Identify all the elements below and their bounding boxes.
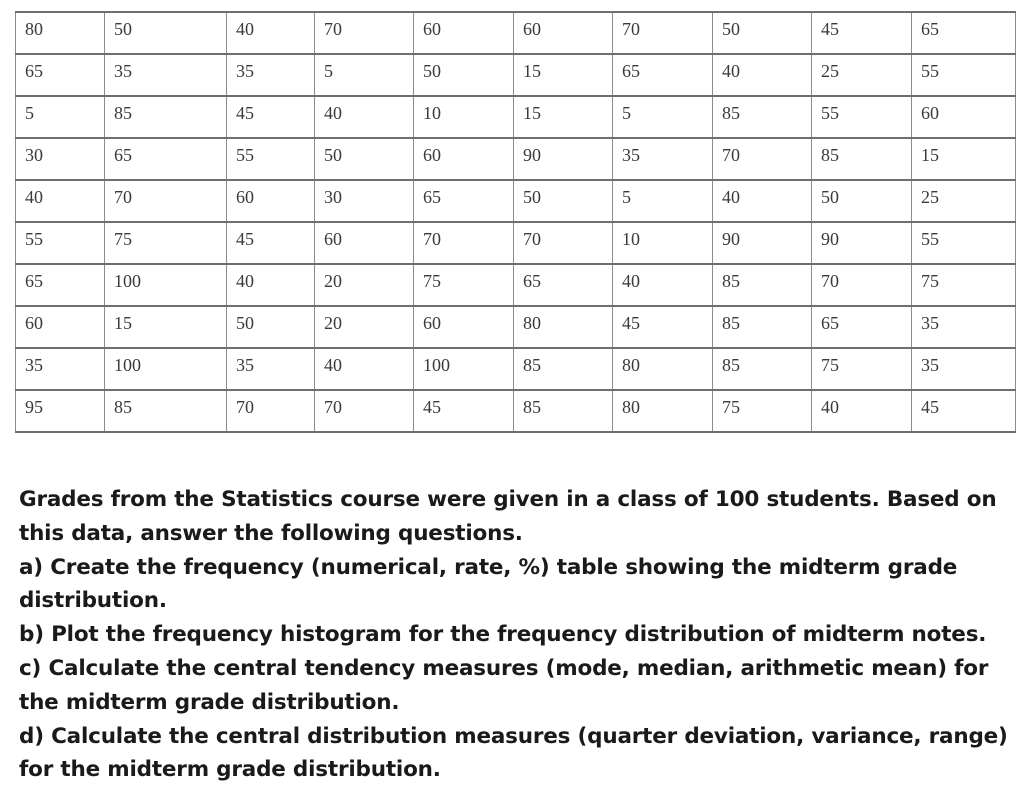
- table-cell: 95: [16, 390, 105, 432]
- table-cell: 65: [514, 264, 613, 306]
- table-cell: 30: [16, 138, 105, 180]
- table-cell: 35: [105, 54, 227, 96]
- table-row: [16, 180, 1016, 222]
- table-row: [16, 306, 1016, 348]
- table-cell: 40: [613, 264, 713, 306]
- table-cell: 45: [227, 96, 315, 138]
- table-cell: 15: [514, 96, 613, 138]
- table-cell: 60: [414, 306, 514, 348]
- table-cell: 50: [812, 180, 912, 222]
- table-cell: 85: [713, 96, 812, 138]
- table-row: [16, 390, 1016, 432]
- table-cell: 50: [414, 54, 514, 96]
- table-cell: 55: [16, 222, 105, 264]
- table-cell: 5: [613, 180, 713, 222]
- table-row: [16, 54, 1016, 96]
- table-cell: 65: [16, 54, 105, 96]
- table-cell: 70: [613, 12, 713, 54]
- table-cell: 100: [414, 348, 514, 390]
- table-row: [16, 222, 1016, 264]
- table-cell: 80: [613, 348, 713, 390]
- table-cell: 75: [713, 390, 812, 432]
- table-cell: 40: [713, 180, 812, 222]
- table-cell: 30: [315, 180, 414, 222]
- table-cell: 20: [315, 264, 414, 306]
- table-cell: 35: [16, 348, 105, 390]
- table-cell: 50: [713, 12, 812, 54]
- table-cell: 65: [414, 180, 514, 222]
- table-row: [16, 138, 1016, 180]
- table-cell: 85: [514, 390, 613, 432]
- table-cell: 75: [105, 222, 227, 264]
- table-cell: 70: [414, 222, 514, 264]
- table-cell: 90: [713, 222, 812, 264]
- table-cell: 60: [514, 12, 613, 54]
- table-cell: 45: [613, 306, 713, 348]
- table-cell: 65: [16, 264, 105, 306]
- table-cell: 45: [812, 12, 912, 54]
- table-cell: 100: [105, 264, 227, 306]
- table-cell: 55: [227, 138, 315, 180]
- table-row: [16, 264, 1016, 306]
- table-cell: 50: [514, 180, 613, 222]
- table-cell: 40: [713, 54, 812, 96]
- table-cell: 55: [812, 96, 912, 138]
- table-cell: 70: [227, 390, 315, 432]
- table-cell: 70: [713, 138, 812, 180]
- table-row: [16, 96, 1016, 138]
- question-a: a) Create the frequency (numerical, rate, %) table showing the midterm grade distribution.: [19, 554, 958, 614]
- table-cell: 40: [315, 96, 414, 138]
- table-cell: 40: [227, 264, 315, 306]
- table-cell: 5: [16, 96, 105, 138]
- table-row: [16, 348, 1016, 390]
- table-cell: 55: [912, 54, 1016, 96]
- question-c: c) Calculate the central tendency measures (mode, median, arithmetic mean) for the midterm grade distribution.: [19, 655, 989, 715]
- table-cell: 85: [105, 96, 227, 138]
- table-cell: 50: [315, 138, 414, 180]
- table-cell: 90: [812, 222, 912, 264]
- table-cell: 40: [812, 390, 912, 432]
- table-cell: 60: [414, 12, 514, 54]
- table-cell: 50: [105, 12, 227, 54]
- table-cell: 35: [912, 348, 1016, 390]
- question-intro: Grades from the Statistics course were given in a class of 100 students. Based on this data, answer the following questions.: [19, 487, 997, 546]
- table-cell: 25: [912, 180, 1016, 222]
- table-cell: 85: [514, 348, 613, 390]
- table-cell: 45: [227, 222, 315, 264]
- table-cell: 70: [105, 180, 227, 222]
- table-cell: 15: [105, 306, 227, 348]
- table-cell: 60: [315, 222, 414, 264]
- question-d: d) Calculate the central distribution measures (quarter deviation, variance, range) for the midterm grade distribution.: [19, 723, 1008, 783]
- table-cell: 50: [227, 306, 315, 348]
- table-row: [16, 12, 1016, 54]
- table-cell: 25: [812, 54, 912, 96]
- table-cell: 100: [105, 348, 227, 390]
- table-cell: 85: [105, 390, 227, 432]
- table-cell: 45: [414, 390, 514, 432]
- table-cell: 85: [713, 306, 812, 348]
- table-cell: 60: [414, 138, 514, 180]
- table-cell: 70: [514, 222, 613, 264]
- table-cell: 20: [315, 306, 414, 348]
- table-cell: 85: [713, 264, 812, 306]
- table-cell: 80: [613, 390, 713, 432]
- table-cell: 40: [16, 180, 105, 222]
- table-cell: 5: [315, 54, 414, 96]
- table-cell: 70: [812, 264, 912, 306]
- table-cell: 55: [912, 222, 1016, 264]
- table-cell: 65: [912, 12, 1016, 54]
- table-cell: 40: [227, 12, 315, 54]
- table-cell: 65: [812, 306, 912, 348]
- table-cell: 15: [912, 138, 1016, 180]
- table-cell: 75: [912, 264, 1016, 306]
- question-b: b) Plot the frequency histogram for the frequency distribution of midterm notes.: [19, 622, 987, 648]
- table-cell: 35: [227, 348, 315, 390]
- table-cell: 35: [227, 54, 315, 96]
- table-cell: 5: [613, 96, 713, 138]
- table-cell: 45: [912, 390, 1016, 432]
- table-cell: 85: [713, 348, 812, 390]
- table-cell: 80: [514, 306, 613, 348]
- table-cell: 65: [105, 138, 227, 180]
- table-cell: 35: [613, 138, 713, 180]
- grades-table: [15, 11, 1016, 433]
- table-cell: 60: [16, 306, 105, 348]
- table-cell: 90: [514, 138, 613, 180]
- table-cell: 70: [315, 12, 414, 54]
- grades-table-body: [16, 12, 1016, 432]
- table-cell: 15: [514, 54, 613, 96]
- table-cell: 75: [812, 348, 912, 390]
- table-cell: 75: [414, 264, 514, 306]
- table-cell: 10: [414, 96, 514, 138]
- table-cell: 80: [16, 12, 105, 54]
- table-cell: 60: [912, 96, 1016, 138]
- table-cell: 65: [613, 54, 713, 96]
- question-block: [19, 483, 1009, 787]
- table-cell: 85: [812, 138, 912, 180]
- table-cell: 60: [227, 180, 315, 222]
- table-cell: 35: [912, 306, 1016, 348]
- table-cell: 40: [315, 348, 414, 390]
- table-cell: 10: [613, 222, 713, 264]
- table-cell: 70: [315, 390, 414, 432]
